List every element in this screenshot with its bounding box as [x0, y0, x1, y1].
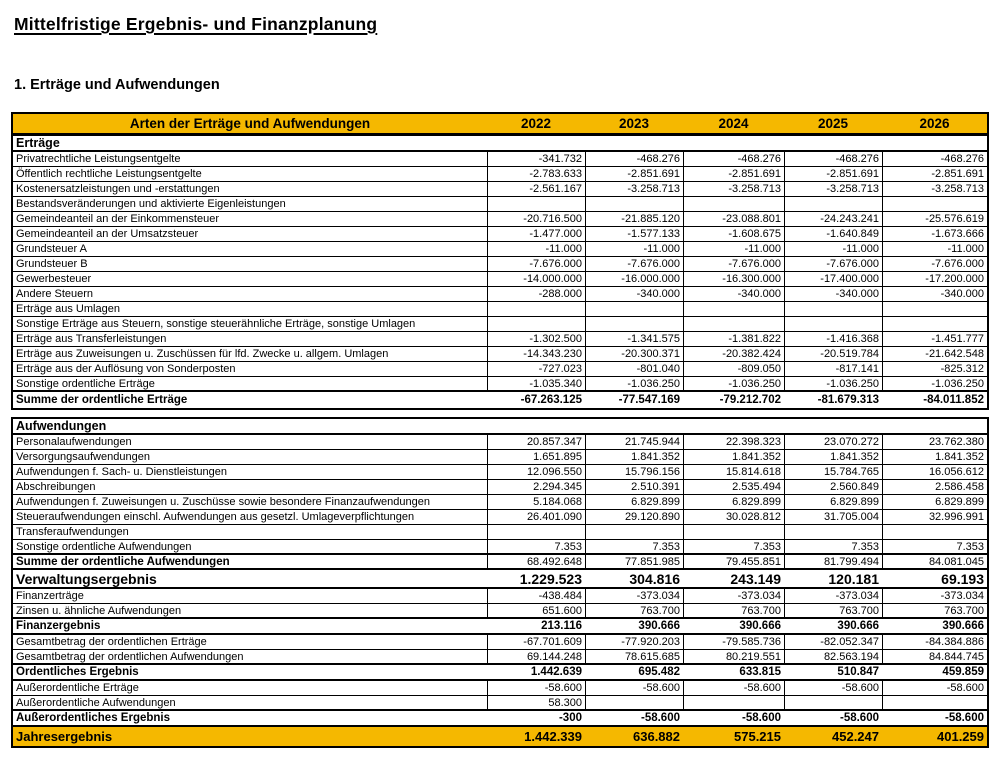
row-value: 2.535.494: [683, 480, 784, 494]
row-value: 651.600: [487, 604, 585, 617]
row-value: -825.312: [882, 362, 987, 376]
row-value: [585, 197, 683, 211]
row-value: [882, 197, 987, 211]
row-value: 243.149: [730, 570, 781, 587]
table-section-gap: [11, 410, 989, 417]
row-label: Gemeindeanteil an der Umsatzsteuer: [16, 228, 199, 240]
row-value: 21.745.944: [585, 435, 683, 449]
row-value: 15.796.156: [585, 465, 683, 479]
row-value: -21.885.120: [585, 212, 683, 226]
row-value: -340.000: [585, 287, 683, 301]
ertraege-rows: [13, 136, 987, 408]
row-value: [784, 302, 882, 316]
row-value: 80.219.551: [683, 650, 784, 663]
row-value: [487, 302, 585, 316]
row-value: -77.920.203: [585, 635, 683, 649]
row-label: Gesamtbetrag der ordentlichen Erträge: [16, 636, 207, 648]
table-row: [13, 589, 987, 604]
row-value: -373.034: [882, 589, 987, 603]
row-value: -11.000: [784, 242, 882, 256]
table-row: [13, 727, 987, 746]
row-label: Zinsen u. ähnliche Aufwendungen: [16, 604, 182, 617]
table-header-year: 2022: [520, 116, 552, 131]
row-value: -14.000.000: [487, 272, 585, 286]
row-value: 1.442.339: [524, 729, 582, 744]
row-value: 68.492.648: [487, 555, 585, 568]
table-header-year: 2024: [718, 116, 749, 131]
row-value: -11.000: [683, 242, 784, 256]
row-label: Andere Steuern: [16, 288, 94, 300]
row-value: 7.353: [683, 540, 784, 553]
row-value: 636.882: [633, 729, 680, 744]
row-value: -2.561.167: [487, 182, 585, 196]
row-value: -58.600: [944, 712, 984, 724]
table-row: [13, 555, 987, 570]
row-value: 390.666: [837, 620, 879, 632]
table-row: [13, 257, 987, 272]
table-row: [13, 681, 987, 696]
row-value: -17.200.000: [882, 272, 987, 286]
table-header-year: 2023: [618, 116, 650, 131]
row-value: -79.212.702: [719, 394, 781, 406]
row-value: [683, 525, 784, 539]
row-value: -2.783.633: [487, 167, 585, 181]
row-value: [882, 696, 987, 709]
table-row: [13, 495, 987, 510]
row-label: Außerordentliche Erträge: [16, 682, 139, 694]
row-value: -24.243.241: [784, 212, 882, 226]
row-value: 23.762.380: [882, 435, 987, 449]
row-label: Sonstige Erträge aus Steuern, sonstige steuerähnliche Erträge, sonstige Umlagen: [16, 318, 416, 330]
row-value: -340.000: [784, 287, 882, 301]
row-value: -373.034: [683, 589, 784, 603]
row-value: -468.276: [585, 152, 683, 166]
row-label: Erträge aus Transferleistungen: [16, 333, 167, 345]
section-title: 1. Erträge und Aufwendungen: [14, 77, 220, 93]
row-label: Summe der ordentliche Aufwendungen: [16, 555, 230, 568]
row-value: 79.455.851: [683, 555, 784, 568]
row-value: 84.081.045: [882, 555, 987, 568]
table-row: [13, 510, 987, 525]
row-value: -809.050: [683, 362, 784, 376]
table-row: [13, 392, 987, 408]
row-value: 58.300: [487, 696, 585, 709]
table-row: [13, 212, 987, 227]
table-header-year: 2025: [817, 116, 849, 131]
row-value: -16.300.000: [683, 272, 784, 286]
table-row: [13, 287, 987, 302]
row-label: Außerordentliche Aufwendungen: [16, 696, 176, 709]
row-value: -11.000: [585, 242, 683, 256]
row-value: 31.705.004: [784, 510, 882, 524]
row-value: 763.700: [882, 604, 987, 617]
row-value: 763.700: [784, 604, 882, 617]
row-label: Öffentlich rechtliche Leistungsentgelte: [16, 168, 202, 180]
row-label: Finanzerträge: [16, 590, 84, 602]
row-value: -58.600: [640, 712, 680, 724]
table-row: [13, 302, 987, 317]
table-row: [13, 480, 987, 495]
row-value: -20.519.784: [784, 347, 882, 361]
row-value: [882, 302, 987, 316]
table-row: [13, 377, 987, 392]
row-value: [784, 696, 882, 709]
row-value: [882, 317, 987, 331]
row-value: 459.859: [942, 666, 984, 678]
row-value: 390.666: [942, 620, 984, 632]
table-row: [13, 227, 987, 242]
row-value: 23.070.272: [784, 435, 882, 449]
table-row: [13, 272, 987, 287]
row-label: Aufwendungen: [16, 419, 107, 433]
row-value: -2.851.691: [882, 167, 987, 181]
table-row: [13, 619, 987, 635]
row-value: -58.600: [741, 712, 781, 724]
row-value: -468.276: [784, 152, 882, 166]
row-value: -21.642.548: [882, 347, 987, 361]
row-value: -11.000: [487, 242, 585, 256]
row-value: -82.052.347: [784, 635, 882, 649]
row-value: -79.585.736: [683, 635, 784, 649]
row-value: -1.036.250: [585, 377, 683, 390]
row-value: -1.036.250: [683, 377, 784, 390]
row-value: 401.259: [937, 729, 984, 744]
row-value: -77.547.169: [618, 394, 680, 406]
row-value: -58.600: [784, 681, 882, 695]
table-row: [13, 167, 987, 182]
row-value: 1.841.352: [683, 450, 784, 464]
row-value: [487, 317, 585, 331]
row-label: Bestandsveränderungen und aktivierte Eigenleistungen: [16, 198, 286, 210]
row-value: 7.353: [585, 540, 683, 553]
row-value: -17.400.000: [784, 272, 882, 286]
row-label: Finanzergebnis: [16, 620, 101, 632]
row-value: -1.036.250: [882, 377, 987, 390]
table-row: [13, 570, 987, 589]
row-value: -11.000: [882, 242, 987, 256]
row-label: Abschreibungen: [16, 481, 96, 493]
row-value: 2.560.849: [784, 480, 882, 494]
row-value: -1.477.000: [487, 227, 585, 241]
row-value: -67.701.609: [487, 635, 585, 649]
row-value: 6.829.899: [683, 495, 784, 509]
row-value: [784, 317, 882, 331]
row-value: [487, 525, 585, 539]
row-value: 5.184.068: [487, 495, 585, 509]
row-value: -438.484: [487, 589, 585, 603]
row-label: Sonstige ordentliche Aufwendungen: [16, 540, 192, 553]
row-value: 78.615.685: [585, 650, 683, 663]
row-value: 213.116: [541, 620, 582, 632]
row-value: 2.294.345: [487, 480, 585, 494]
row-value: 6.829.899: [585, 495, 683, 509]
row-value: -1.035.340: [487, 377, 585, 390]
row-value: [683, 302, 784, 316]
row-value: -468.276: [882, 152, 987, 166]
row-value: -7.676.000: [882, 257, 987, 271]
row-value: -20.382.424: [683, 347, 784, 361]
row-value: 12.096.550: [487, 465, 585, 479]
row-value: -1.036.250: [784, 377, 882, 390]
row-value: [585, 696, 683, 709]
row-value: -58.600: [839, 712, 879, 724]
row-value: 1.229.523: [519, 570, 582, 587]
row-value: 15.784.765: [784, 465, 882, 479]
row-value: 120.181: [828, 570, 879, 587]
row-value: -7.676.000: [585, 257, 683, 271]
row-label: Außerordentliches Ergebnis: [16, 712, 171, 724]
row-value: -20.716.500: [487, 212, 585, 226]
table-row: [13, 650, 987, 665]
row-value: -1.416.368: [784, 332, 882, 346]
financial-planning-table: [11, 112, 989, 748]
section-header-row: [13, 136, 987, 152]
row-value: 1.841.352: [784, 450, 882, 464]
row-value: 390.666: [638, 620, 680, 632]
row-value: [683, 696, 784, 709]
row-value: -58.600: [683, 681, 784, 695]
row-value: -1.381.822: [683, 332, 784, 346]
row-value: -817.141: [784, 362, 882, 376]
row-label: Grundsteuer A: [16, 243, 87, 255]
row-value: [784, 525, 882, 539]
table-row: [13, 711, 987, 727]
row-value: 1.442.639: [530, 666, 582, 678]
row-value: 510.847: [837, 666, 879, 678]
table-header-label: Arten der Erträge und Aufwendungen: [129, 116, 371, 131]
row-value: 84.844.745: [882, 650, 987, 663]
row-value: 452.247: [832, 729, 879, 744]
row-value: 15.814.618: [683, 465, 784, 479]
row-value: -58.600: [585, 681, 683, 695]
row-value: 26.401.090: [487, 510, 585, 524]
row-value: 82.563.194: [784, 650, 882, 663]
row-value: 29.120.890: [585, 510, 683, 524]
row-value: 69.193: [941, 570, 984, 587]
row-value: 22.398.323: [683, 435, 784, 449]
row-value: 6.829.899: [784, 495, 882, 509]
table-row: [13, 347, 987, 362]
row-label: Gewerbesteuer: [16, 273, 92, 285]
row-value: [585, 317, 683, 331]
row-label: Personalaufwendungen: [16, 436, 132, 448]
table-row: [13, 197, 987, 212]
row-value: -58.600: [487, 681, 585, 695]
row-value: [487, 197, 585, 211]
table-row: [13, 465, 987, 480]
row-value: -3.258.713: [683, 182, 784, 196]
row-value: -1.577.133: [585, 227, 683, 241]
row-value: -84.011.852: [923, 394, 984, 406]
row-value: -373.034: [585, 589, 683, 603]
row-value: -84.384.886: [882, 635, 987, 649]
row-value: -2.851.691: [683, 167, 784, 181]
row-label: Gemeindeanteil an der Einkommensteuer: [16, 213, 220, 225]
row-label: Transferaufwendungen: [16, 526, 129, 538]
row-value: -3.258.713: [882, 182, 987, 196]
row-value: -300: [558, 712, 582, 724]
row-value: -23.088.801: [683, 212, 784, 226]
row-value: -20.300.371: [585, 347, 683, 361]
table-row: [13, 332, 987, 347]
row-value: 633.815: [739, 666, 781, 678]
row-label: Erträge aus der Auflösung von Sonderposten: [16, 363, 236, 375]
table-row: [13, 152, 987, 167]
table-block-ertraege: [11, 112, 989, 410]
row-value: 1.841.352: [882, 450, 987, 464]
table-row: [13, 540, 987, 555]
row-value: -67.263.125: [520, 394, 582, 406]
row-value: 69.144.248: [487, 650, 585, 663]
row-value: -288.000: [487, 287, 585, 301]
row-value: [882, 525, 987, 539]
row-value: -468.276: [683, 152, 784, 166]
table-row: [13, 435, 987, 450]
table-row: [13, 635, 987, 650]
section-header-row: [13, 419, 987, 435]
table-row: [13, 525, 987, 540]
row-value: -1.673.666: [882, 227, 987, 241]
row-label: Erträge: [16, 136, 60, 150]
row-value: 77.851.985: [585, 555, 683, 568]
row-value: 7.353: [487, 540, 585, 553]
row-value: 20.857.347: [487, 435, 585, 449]
row-label: Aufwendungen f. Zuweisungen u. Zuschüsse sowie besondere Finanzaufwendungen: [16, 496, 430, 508]
row-value: -58.600: [882, 681, 987, 695]
row-value: -340.000: [683, 287, 784, 301]
row-label: Ordentliches Ergebnis: [16, 666, 139, 678]
row-value: -1.608.675: [683, 227, 784, 241]
row-value: 81.799.494: [784, 555, 882, 568]
row-value: [784, 197, 882, 211]
row-value: -1.451.777: [882, 332, 987, 346]
row-value: [683, 317, 784, 331]
row-value: 16.056.612: [882, 465, 987, 479]
table-row: [13, 665, 987, 681]
row-label: Kostenersatzleistungen und -erstattungen: [16, 183, 220, 195]
row-value: [683, 197, 784, 211]
row-label: Privatrechtliche Leistungsentgelte: [16, 153, 181, 165]
table-row: [13, 242, 987, 257]
table-row: [13, 362, 987, 377]
table-row: [13, 696, 987, 711]
row-value: -801.040: [585, 362, 683, 376]
row-value: 2.510.391: [585, 480, 683, 494]
table-row: [13, 182, 987, 197]
row-label: Versorgungsaufwendungen: [16, 451, 150, 463]
row-label: Erträge aus Umlagen: [16, 303, 120, 315]
row-label: Erträge aus Zuweisungen u. Zuschüssen für lfd. Zwecke u. allgem. Umlagen: [16, 348, 389, 360]
row-value: -1.341.575: [585, 332, 683, 346]
row-value: 575.215: [734, 729, 781, 744]
row-value: 7.353: [882, 540, 987, 553]
row-value: 763.700: [683, 604, 784, 617]
row-value: 2.586.458: [882, 480, 987, 494]
row-value: -1.640.849: [784, 227, 882, 241]
row-label: Summe der ordentliche Erträge: [16, 394, 188, 406]
table-row: [13, 450, 987, 465]
row-value: -3.258.713: [585, 182, 683, 196]
row-value: -2.851.691: [784, 167, 882, 181]
row-label: Gesamtbetrag der ordentlichen Aufwendungen: [16, 650, 244, 663]
row-value: [585, 302, 683, 316]
row-label: Grundsteuer B: [16, 258, 88, 270]
row-value: 32.996.991: [882, 510, 987, 524]
row-value: 763.700: [585, 604, 683, 617]
page-title: Mittelfristige Ergebnis- und Finanzplanung: [14, 14, 378, 34]
row-value: -16.000.000: [585, 272, 683, 286]
row-value: -14.343.230: [487, 347, 585, 361]
row-value: -81.679.313: [817, 394, 879, 406]
row-value: -3.258.713: [784, 182, 882, 196]
row-label: Verwaltungsergebnis: [16, 570, 157, 587]
row-value: -7.676.000: [487, 257, 585, 271]
row-value: 1.841.352: [585, 450, 683, 464]
row-value: -7.676.000: [683, 257, 784, 271]
table-header-year: 2026: [919, 116, 950, 131]
row-value: 695.482: [638, 666, 680, 678]
row-label: Steueraufwendungen einschl. Aufwendungen aus gesetzl. Umlageverpflichtungen: [16, 511, 415, 523]
row-value: -373.034: [784, 589, 882, 603]
row-label: Aufwendungen f. Sach- u. Dienstleistungen: [16, 466, 227, 478]
row-value: -340.000: [882, 287, 987, 301]
table-header-row: [13, 114, 987, 136]
table-block-aufwendungen: [11, 417, 989, 748]
row-value: 304.816: [629, 570, 680, 587]
row-label: Sonstige ordentliche Erträge: [16, 377, 155, 390]
table-row: [13, 604, 987, 619]
row-value: [585, 525, 683, 539]
row-value: 6.829.899: [882, 495, 987, 509]
table-row: [13, 317, 987, 332]
row-value: -727.023: [487, 362, 585, 376]
row-label: Jahresergebnis: [16, 729, 113, 744]
aufwendungen-rows: [13, 419, 987, 746]
row-value: -1.302.500: [487, 332, 585, 346]
row-value: -341.732: [487, 152, 585, 166]
row-value: -2.851.691: [585, 167, 683, 181]
row-value: -25.576.619: [882, 212, 987, 226]
row-value: -7.676.000: [784, 257, 882, 271]
row-value: 390.666: [739, 620, 781, 632]
row-value: 7.353: [784, 540, 882, 553]
row-value: 1.651.895: [487, 450, 585, 464]
row-value: 30.028.812: [683, 510, 784, 524]
